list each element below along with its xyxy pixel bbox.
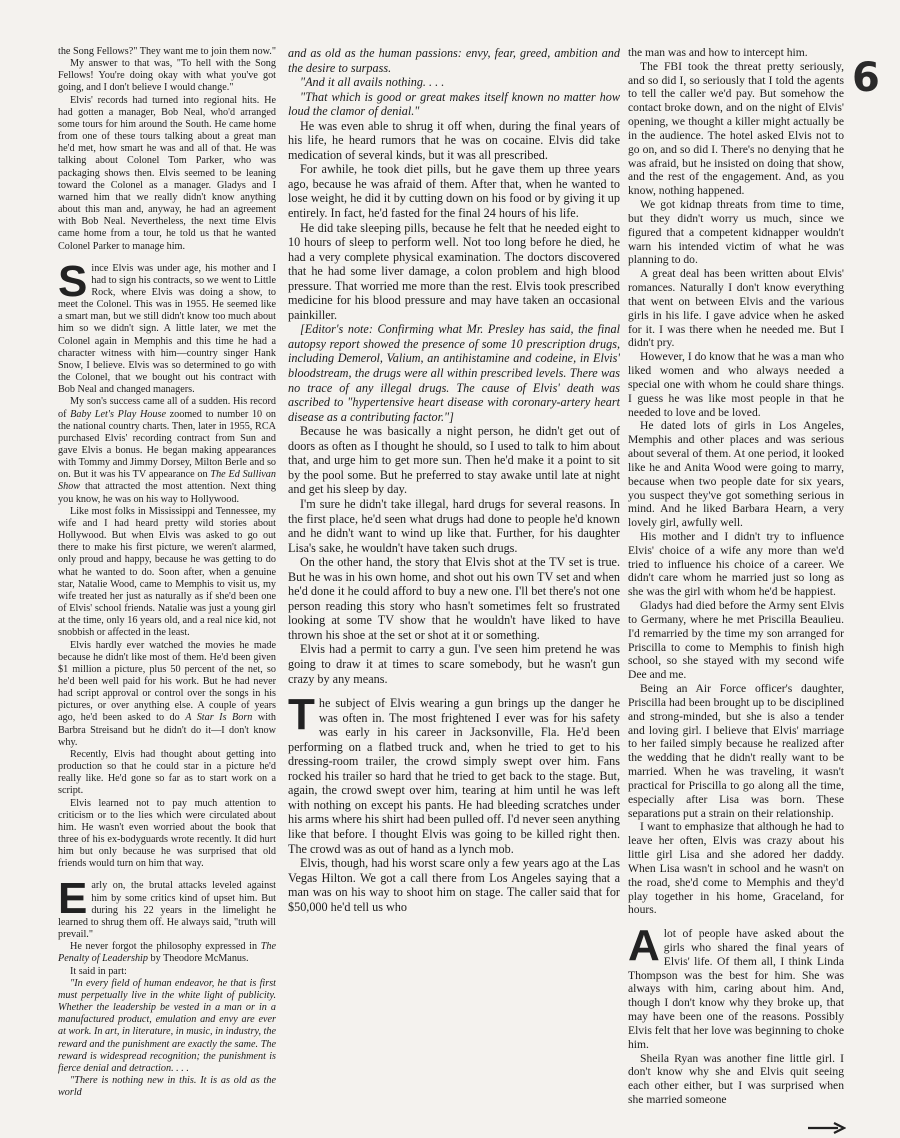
paragraph: I'm sure he didn't take illegal, hard drugs for several reasons. In the first place, he'd seen what drugs had done to people he'd known and he didn't want to wind up like that. Further, for his daughter Lisa's sake, he wouldn't have taken such drugs.: [288, 496, 620, 555]
drop-cap: S: [58, 256, 88, 306]
paragraph: A lot of people have asked about the girls who shared the final years of Elvis' life. Of them all, I think Linda Thompson was the best for him. She was always with him, caring about him. And, though I don't know why they broke up, that may have been one of the reasons. Possibly Elvis felt that her love was beginning to choke him.: [628, 921, 844, 1051]
column-1: [58, 46, 276, 1122]
page-number: 6: [852, 55, 880, 101]
drop-cap: E: [58, 874, 88, 924]
paragraph: Elvis, though, had his worst scare only a few years ago at the Las Vegas Hilton. We got a call there from Los Angeles saying that a man was on his way to shoot him on stage. The caller said that for $50,000 he'd tell us who: [288, 856, 620, 914]
paragraph: The subject of Elvis wearing a gun brings up the danger he was often in. The most frightened I ever was for his safety was early in his career in Jacksonville, Fla. He'd been performing on a flatbed truck and, when he tried to get to his dressing-room trailer, the crowd simply swept over him. Fans rocked his trailer so hard that he tried to get back to the stage. But, again, the crowd swept over him, tearing at him until he was left with nothing on except his pants. He had bleeding scratches under his arms where his shirt had been pulled off. I'd never seen anything like that before. I thought Elvis was going to be killed right then. The crowd was as out of hand as a lynch mob.: [288, 690, 620, 856]
paragraph: His mother and I didn't try to influence Elvis' choice of a wife any more than we'd tried to influence his choice of a career. We didn't care whom he married just so long as she was the girl with whom he'd be happiest.: [628, 529, 844, 599]
quote-paragraph: "And it all avails nothing. . . .: [300, 75, 445, 90]
paragraph: Being an Air Force officer's daughter, Priscilla had been brought up to be disciplined and strong-minded, but she is also a tender and loving girl. I believe that Elvis' marriage to her failed simply because he realized after the wedding that he didn't really want to be married. When he was traveling, it wasn't practical for Priscilla to go along all the time, especially after Lisa was born. These separations put a strain on their relationship.: [628, 682, 844, 820]
paragraph: On the other hand, the story that Elvis shot at the TV set is true. But he was in his own home, and shot out his own TV set and when he'd done it he could afford to buy a new one. I'll bet there's not one person reading this story who hasn't sometimes felt so frustrated looking at some TV show that he wouldn't have liked to have thrown his shoe at the set or shot at it or something.: [288, 555, 620, 642]
paragraph: A great deal has been written about Elvis' romances. Naturally I don't know everything that went on between Elvis and the various girls in his life. I gave advice when he asked for it. I was there when he needed me. But I didn't pry.: [628, 267, 844, 350]
continue-arrow-icon: [806, 1122, 846, 1134]
paragraph: For awhile, he took diet pills, but he gave them up three years ago, because he was afraid of them. After that, when he wanted to lose weight, he did it by cutting down on his food or by giving it up entirely. In fact, he'd fasted for the final 24 hours of his life.: [288, 162, 620, 221]
paragraph: He was even able to shrug it off when, during the final years of his life, he heard rumors that he was on cocaine. Elvis did take medication of several kinds, but it was all prescribed.: [288, 118, 620, 162]
paragraph: It said in part:: [70, 965, 127, 977]
paragraph: The FBI took the threat pretty seriously, and so did I, so seriously that I told the agents to tell the caller we'd pay. But somehow the contact broke down, and on the night of Elvis' opening, we thought a killer might actually be in the audience. The hotel asked Elvis not to go on, and so did I. There's no denying that he was afraid, but he insisted on doing that show, and the rest of the engagement. And, as you know, nothing happened.: [628, 59, 844, 198]
paragraph: He dated lots of girls in Los Angeles, Memphis and other places and was serious about several of them. At one period, it looked like he and Anita Wood were going to marry, because when two people date for six years, you suspect they've got something serious in mind. And he liked Barbara Hearn, a very lovely girl, awfully well.: [628, 419, 844, 530]
paragraph: Gladys had died before the Army sent Elvis to Germany, where he met Priscilla Beaulieu. I'd remarried by the time my son arranged for Priscilla to come to Memphis to finish high school, so she stayed with my second wife Dee and me.: [628, 599, 844, 682]
paragraph: Recently, Elvis had thought about getting into production so that he could star in a picture he'd really like. He'd gone so far as to start work on a script.: [58, 748, 276, 797]
quote-paragraph: "In every field of human endeavor, he that is first must perpetually live in the white light of publicity. Whether the leadership be vested in a man or in a manufactured product, emulation and envy are ever at work. In art, in literature, in music, in industry, the reward and the punishment are exactly the same. The reward is widespread recognition; the punishment is fierce denial and detraction. . . .: [58, 977, 276, 1074]
paragraph: Elvis hardly ever watched the movies he made because he didn't like most of them. He'd been given $1 million a picture, plus 50 percent of the net, so he'd been well paid for his work. But he had never had script approval or control over the songs in his pictures, or over anything else. A couple of years ago, he'd been asked to do A Star Is Born with Barbra Streisand but he didn't do it—I don't know why.: [58, 639, 276, 748]
paragraph: the man was and how to intercept him.: [628, 46, 808, 59]
quote-paragraph: "There is nothing new in this. It is as old as the world: [58, 1074, 276, 1099]
paragraph: We got kidnap threats from time to time, but they didn't worry us much, since we figured that a competent kidnapper wouldn't warn his intended victim of what he was planning to do.: [628, 198, 844, 267]
paragraph: He did take sleeping pills, because he felt that he needed eight to 10 hours of sleep to perform well. Not too long before he died, he had a very complete physical examination. The doctors discovered that he had some liver damage, a colon problem and high blood pressure. That worried me more than the rest. Elvis took prescribed medicine for his blood pressure and may have taken an occasional painkiller.: [288, 220, 620, 322]
paragraph: the Song Fellows?" They want me to join them now.": [58, 46, 276, 57]
column-3: [628, 46, 844, 1122]
column-2: [288, 46, 620, 1122]
paragraph: Elvis' records had turned into regional hits. He had gotten a manager, Bob Neal, who'd arranged some tours for him around the South. He came home from one of these tours talking about a great man he'd met, how smart he was and all of that. He was talking about Colonel Tom Parker, who was packaging shows then. Elvis seemed to be leaning toward the Colonel as a manager. Gladys and I warned him that we really didn't know anything about this man and, anyway, he had an agreement with Bob Neal. Nevertheless, the next time Elvis came home from a tour, he told us that he wanted Colonel Parker to manage him.: [58, 94, 276, 252]
paragraph: Since Elvis was under age, his mother and I had to sign his contracts, so we went to Little Rock, where Elvis was doing a show, to meet the Colonel. This was in 1955. He seemed like a smart man, but we still didn't know too much about him so we didn't sign. A little later, we met the Colonel again in Memphis and this time he had a character witness with him—country singer Hank Snow, I believe. Elvis was so determined to go with the Colonel, that we bought out his contract with Bob Neal and changed managers.: [58, 256, 276, 396]
paragraph: Like most folks in Mississippi and Tennessee, my wife and I had heard pretty wild stories about Hollywood. But when Elvis was asked to go out there to make his first picture, we weren't alarmed, only proud and happy, because he was getting to do what he wanted to do. Soon after, when a genuine star, Natalie Wood, came to Memphis to visit us, my wife treated her just as naturally as if she'd been one of Elvis' school friends. Natalie was just a young girl at the time, only 16 years old, and a real nice kid, not snobbish or affected in the least.: [58, 505, 276, 639]
paragraph: Early on, the brutal attacks leveled against him by some critics kind of upset him. But during his 22 years in the limelight he learned to shrug them off. He always said, "truth will prevail.": [58, 874, 276, 941]
paragraph: Sheila Ryan was another fine little girl. I don't know why she and Elvis quit seeing each other either, but I was surprised when she married someone: [628, 1051, 844, 1107]
paragraph: I want to emphasize that although he had to leave her often, Elvis was crazy about his little girl Lisa and she adored her daddy. When Lisa wasn't in school and he wasn't on the road, she'd come to Memphis and they'd play together in his home, Graceland, for hours.: [628, 820, 844, 917]
paragraph: Because he was basically a night person, he didn't get out of doors as often as I thought he should, so I used to talk to him about that, and urge him to get more sun. Then he'd make it a point to sit by the pool some. But he preferred to stay awake until late at night and get his sleep by day.: [288, 424, 620, 497]
quote-paragraph: and as old as the human passions: envy, fear, greed, ambition and the desire to surpass.: [288, 46, 620, 75]
paragraph: Elvis learned not to pay much attention to criticism or to the lies which were circulated about him. He wasn't even worried about the book that three of his ex-bodyguards wrote recently. It did hurt him but only because he was surprised that old friends would turn on him that way.: [58, 797, 276, 870]
paragraph: He never forgot the philosophy expressed in The Penalty of Leadership by Theodore McManus.: [58, 941, 276, 965]
paragraph: My son's success came all of a sudden. His record of Baby Let's Play House zoomed to number 10 on the national country charts. Then, later in 1955, RCA purchased Elvis' recording contract from Sun and gave Elvis a bonus. He began making appearances with Tommy and Jimmy Dorsey, Milton Berle and so on. But it was his TV appearance on The Ed Sullivan Show that attracted the most attention. Next thing you know, he was on his way to Hollywood.: [58, 396, 276, 505]
paragraph: Elvis had a permit to carry a gun. I've seen him pretend he was going to draw it at times to scare somebody, but he wasn't gun crazy by any means.: [288, 642, 620, 686]
paragraph: However, I do know that he was a man who liked women and who always needed a special one with whom he could share things. I guess he was like most people in that he needed to love and be loved.: [628, 350, 844, 419]
drop-cap: A: [628, 921, 660, 971]
paragraph: My answer to that was, "To hell with the Song Fellows! You're doing okay with what you've got going, and I don't believe I would change.": [58, 58, 276, 94]
editor-note: [Editor's note: Confirming what Mr. Presley has said, the final autopsy report showed the presence of some 10 prescription drugs, including Demerol, Valium, an antihistamine and codeine, in Elvis' bloodstream, the drugs were all within prescribed levels. There was no trace of any illegal drugs. The cause of Elvis' death was ascribed to "hypertensive heart disease with coronary-artery heart disease as a contributing factor."]: [288, 322, 620, 424]
quote-paragraph: "That which is good or great makes itself known no matter how loud the clamor of denial.": [288, 89, 620, 119]
drop-cap: T: [288, 690, 315, 740]
